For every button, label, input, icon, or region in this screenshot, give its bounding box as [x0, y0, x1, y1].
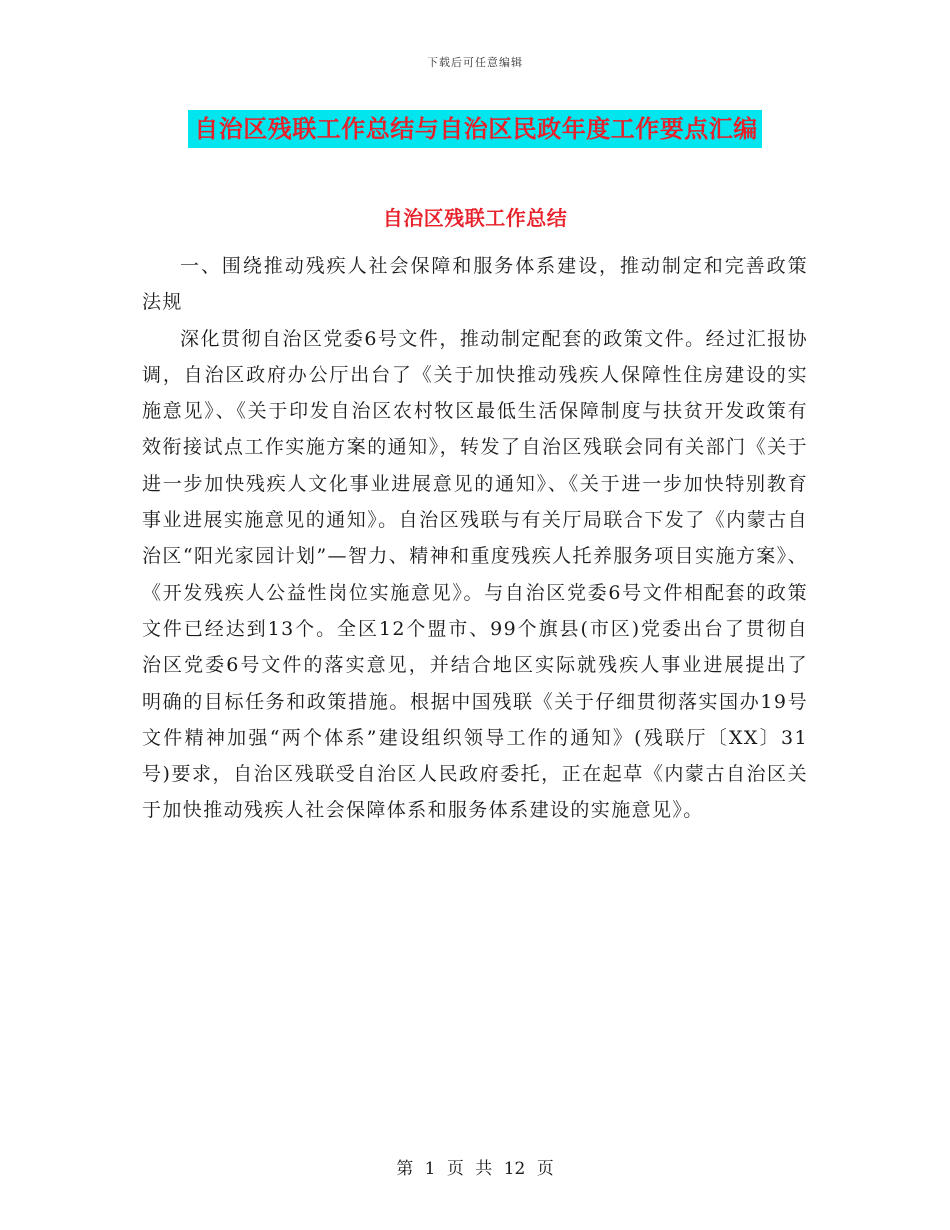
section-title: 自治区残联工作总结 — [382, 206, 568, 230]
header-note: 下载后可任意编辑 — [427, 56, 523, 69]
main-title-container — [0, 110, 950, 148]
paragraph-heading: 一、围绕推动残疾人社会保障和服务体系建设，推动制定和完善政策法规 — [142, 255, 808, 314]
document-body — [142, 248, 808, 829]
page-number-footer: 第 1 页 共 12 页 — [396, 1159, 554, 1179]
paragraph-body: 深化贯彻自治区党委6号文件，推动制定配套的政策文件。经过汇报协调，自治区政府办公厅出台了《关于加快推动残疾人保障性住房建设的实施意见》、《关于印发自治区农村牧区最低生活保障制度与扶贫开发政策有效衔接试点工作实施方案的通知》，转发了自治区残联会同有关部门《关于进一步加快残疾人文化事业进展意见的通知》、《关于进一步加快特别教育事业进展实施意见的通知》。自治区残联与有关厅局联合下发了《内蒙古自治区“阳光家园计划”—智力、精神和重度残疾人托养服务项目实施方案》、《开发残疾人公益性岗位实施意见》。与自治区党委6号文件相配套的政策文件已经达到13个。全区12个盟市、99个旗县(市区)党委出台了贯彻自治区党委6号文件的落实意见，并结合地区实际就残疾人事业进展提出了明确的目标任务和政策措施。根据中国残联《关于仔细贯彻落实国办19号文件精神加强“两个体系”建设组织领导工作的通知》(残联厅〔XX〕31号)要求，自治区残联受自治区人民政府委托，正在起草《内蒙古自治区关于加快推动残疾人社会保障体系和服务体系建设的实施意见》。 — [142, 327, 808, 822]
document-title: 自治区残联工作总结与自治区民政年度工作要点汇编 — [188, 110, 762, 148]
